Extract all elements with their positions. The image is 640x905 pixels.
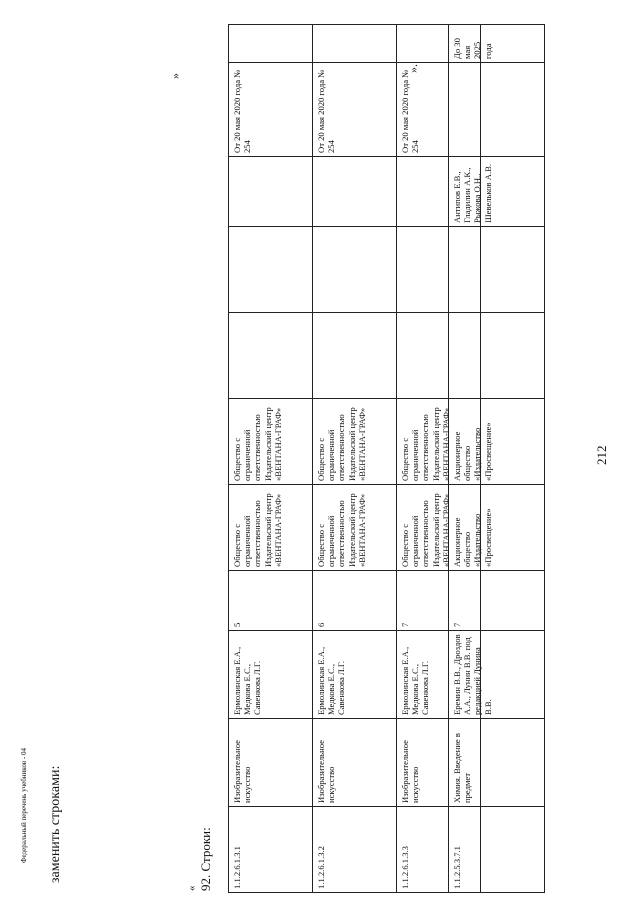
cell-subject: Химия. Введение в предмет [449, 719, 545, 807]
cell-code: 1.1.2.5.3.7.1 [449, 807, 545, 893]
cell-grade: 6 [313, 571, 397, 631]
cell-grade: 7 [449, 571, 545, 631]
bottom-table [228, 24, 481, 893]
cell-subject: Изобразительное искусство [229, 719, 313, 807]
cell-term: До 30 мая 2025 года [449, 25, 545, 63]
table-row [397, 25, 481, 893]
cell-publisher: Акционерное общество «Издательство «Просвещение» [449, 399, 545, 485]
cell-order: От 20 мая 2020 года № 254 [397, 63, 481, 157]
replace-label: заменить строками: [48, 765, 63, 883]
cell-col9 [313, 157, 397, 227]
cell-col9 [397, 157, 481, 227]
cell-authors: Ермолинская Е.А., Медкова Е.С., Савенкова Л.Г. [229, 631, 313, 719]
cell-authors: Еремин В.В., Дроздов А.А., Лунин В.В. под редакцией Лунина В.В. [449, 631, 545, 719]
page-number: 212 [594, 445, 609, 465]
cell-code: 1.1.2.6.1.3.3 [397, 807, 481, 893]
footer-note: Федеральный перечень учебников - 04 [20, 748, 28, 863]
cell-order: От 20 мая 2020 года № 254 [313, 63, 397, 157]
closing-quote-bottom: » [168, 73, 182, 79]
cell-col8 [229, 227, 313, 313]
cell-col8 [397, 227, 481, 313]
cell-developer: Общество с ограниченной ответственностью Издательский центр «ВЕНТАНА-ГРАФ» [397, 485, 481, 571]
cell-term [229, 25, 313, 63]
cell-col8 [313, 227, 397, 313]
cell-developer: Общество с ограниченной ответственностью Издательский центр «ВЕНТАНА-ГРАФ» [229, 485, 313, 571]
section-label: 92. Строки: [198, 827, 213, 891]
cell-subject: Изобразительное искусство [313, 719, 397, 807]
cell-authors: Ермолинская Е.А., Медкова Е.С., Савенкова Л.Г. [397, 631, 481, 719]
cell-code: 1.1.2.6.1.3.1 [229, 807, 313, 893]
cell-publisher: Общество с ограниченной ответственностью Издательский центр «ВЕНТАНА-ГРАФ» [397, 399, 481, 485]
closing-quote-top: ». [406, 64, 420, 73]
cell-term [397, 25, 481, 63]
cell-order: От 20 мая 2020 года № 254 [229, 63, 313, 157]
cell-grade: 7 [397, 571, 481, 631]
cell-grade: 5 [229, 571, 313, 631]
cell-code: 1.1.2.6.1.3.2 [313, 807, 397, 893]
open-quote: « [186, 885, 198, 891]
cell-developer: Акционерное общество «Издательство «Просвещение» [449, 485, 545, 571]
cell-developer: Общество с ограниченной ответственностью Издательский центр «ВЕНТАНА-ГРАФ» [313, 485, 397, 571]
bottom-table-body [229, 25, 481, 893]
cell-publisher: Общество с ограниченной ответственностью Издательский центр «ВЕНТАНА-ГРАФ» [313, 399, 397, 485]
cell-subject: Изобразительное искусство [397, 719, 481, 807]
cell-col7 [397, 313, 481, 399]
cell-term [313, 25, 397, 63]
cell-col9 [229, 157, 313, 227]
cell-authors: Ермолинская Е.А., Медкова Е.С., Савенкова Л.Г. [313, 631, 397, 719]
cell-col7 [313, 313, 397, 399]
cell-col9: Антипов Е.В., Гладилин А.К., Рыжова О.Н., Шевельков А.В. [449, 157, 545, 227]
cell-publisher: Общество с ограниченной ответственностью Издательский центр «ВЕНТАНА-ГРАФ» [229, 399, 313, 485]
cell-col7 [229, 313, 313, 399]
table-row [313, 25, 397, 893]
table-row [229, 25, 313, 893]
